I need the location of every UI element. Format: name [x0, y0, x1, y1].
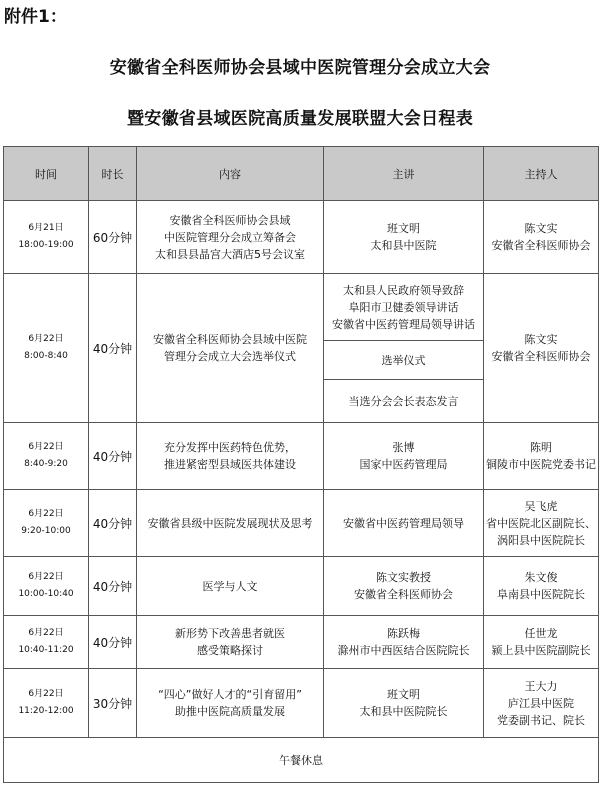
table-row	[4, 423, 599, 490]
speaker-cell	[324, 557, 484, 616]
table-row	[4, 274, 599, 341]
host-org: 安徽省全科医师协会	[491, 239, 591, 252]
content-cell	[137, 274, 324, 423]
time-cell	[4, 490, 89, 557]
speaker-name: 班文明	[387, 688, 420, 701]
speaker-line: 安徽省中医药管理局领导讲话	[332, 317, 475, 331]
duration-cell: 40分钟	[89, 557, 137, 616]
speaker-org: 太和县中医院院长	[359, 705, 448, 718]
host-org: 阜南县中医院院长	[497, 588, 585, 601]
session-time: 8:00-8:40	[24, 351, 68, 361]
session-time: 10:00-10:40	[18, 589, 74, 599]
time-cell	[4, 423, 89, 490]
content-line: 中医院管理分会成立筹备会	[164, 230, 296, 244]
header-speaker: 主讲	[324, 147, 484, 201]
table-row	[4, 201, 599, 274]
host-org: 党委副书记、院长	[497, 713, 585, 727]
session-time: 9:20-10:00	[21, 526, 71, 536]
time-cell	[4, 274, 89, 423]
table-row	[4, 490, 599, 557]
session-date: 6月22日	[28, 334, 64, 344]
speaker-cell	[324, 490, 484, 557]
host-name: 王大力	[524, 679, 558, 693]
table-row	[4, 669, 599, 738]
duration-cell: 40分钟	[89, 616, 137, 669]
host-name: 陈明	[530, 441, 552, 454]
host-org: 省中医院北区副院长、	[486, 516, 596, 530]
host-name: 陈文实	[524, 333, 558, 346]
attachment-label: 附件1：	[4, 7, 67, 27]
content-line: 感受策略探讨	[197, 644, 263, 657]
content-cell	[137, 557, 324, 616]
speaker-cell	[324, 274, 484, 341]
header-duration: 时长	[89, 147, 137, 201]
speaker-cell	[324, 201, 484, 274]
duration-cell: 40分钟	[89, 274, 137, 423]
host-org: 庐江县中医院	[508, 696, 574, 710]
host-org: 涡阳县中医院院长	[497, 533, 585, 547]
host-name: 吴飞虎	[524, 499, 558, 513]
session-date: 6月22日	[28, 628, 64, 638]
speaker-org: 国家中医药管理局	[359, 458, 448, 471]
table-row	[4, 616, 599, 669]
session-date: 6月21日	[28, 223, 64, 233]
document-title-line2: 暨安徽省县域医院高质量发展联盟大会日程表	[127, 109, 473, 129]
host-name: 陈文实	[524, 222, 558, 235]
speaker-name: 张博	[392, 441, 415, 454]
host-cell	[484, 616, 599, 669]
content-line: 安徽省县级中医院发展现状及思考	[147, 516, 313, 530]
table-row	[4, 738, 599, 783]
speaker-org: 安徽省中医药管理局领导	[343, 516, 464, 530]
time-cell	[4, 616, 89, 669]
speaker-name: 陈文实教授	[376, 571, 431, 584]
header-time: 时间	[4, 147, 89, 201]
host-org: 安徽省全科医师协会	[491, 350, 591, 363]
host-cell	[484, 274, 599, 423]
host-cell	[484, 423, 599, 490]
speaker-org: 安徽省全科医师协会	[354, 588, 453, 601]
content-cell	[137, 669, 324, 738]
time-cell	[4, 669, 89, 738]
content-line: 管理分会成立大会选举仪式	[164, 350, 296, 363]
session-time: 18:00-19:00	[18, 240, 74, 250]
content-line: 助推中医院高质量发展	[175, 705, 285, 718]
content-line: 安徽省全科医师协会县域	[169, 213, 291, 227]
session-time: 11:20-12:00	[18, 706, 74, 716]
speaker-cell	[324, 423, 484, 490]
speaker-cell	[324, 669, 484, 738]
session-time: 10:40-11:20	[18, 645, 74, 655]
duration-cell: 40分钟	[89, 490, 137, 557]
session-date: 6月22日	[28, 572, 64, 582]
host-name: 朱文俊	[524, 571, 558, 584]
host-cell	[484, 490, 599, 557]
content-line: 太和县县晶宫大酒店5号会议室	[155, 247, 305, 261]
speaker-line: 阜阳市卫健委领导讲话	[348, 300, 459, 314]
content-cell	[137, 490, 324, 557]
table-row	[4, 557, 599, 616]
content-line: 医学与人文	[202, 579, 258, 593]
table-header-row	[4, 147, 599, 201]
content-cell	[137, 616, 324, 669]
lunch-break-cell: 午餐休息	[4, 738, 599, 783]
speaker-cell: 选举仪式	[324, 341, 484, 380]
schedule-table	[3, 146, 599, 783]
duration-cell: 30分钟	[89, 669, 137, 738]
host-name: 任世龙	[524, 627, 558, 640]
session-date: 6月22日	[28, 509, 64, 519]
speaker-cell: 当选分会会长表态发言	[324, 380, 484, 423]
speaker-name: 班文明	[387, 222, 420, 235]
session-date: 6月22日	[28, 689, 64, 699]
content-cell	[137, 423, 324, 490]
document-title-line1: 安徽省全科医师协会县域中医院管理分会成立大会	[109, 58, 491, 78]
duration-cell: 40分钟	[89, 423, 137, 490]
speaker-cell	[324, 616, 484, 669]
header-content: 内容	[137, 147, 324, 201]
header-host: 主持人	[484, 147, 599, 201]
content-line: “四心”做好人才的“引育留用”	[158, 688, 302, 701]
content-line: 新形势下改善患者就医	[175, 627, 285, 640]
content-line: 推进紧密型县域医共体建设	[164, 458, 296, 471]
content-cell	[137, 201, 324, 274]
host-org: 铜陵市中医院党委书记	[486, 458, 596, 471]
session-date: 6月22日	[28, 442, 64, 452]
host-cell	[484, 669, 599, 738]
content-line: 安徽省全科医师协会县域中医院	[153, 333, 307, 346]
host-cell	[484, 201, 599, 274]
time-cell	[4, 201, 89, 274]
content-line: 充分发挥中医药特色优势，	[164, 441, 296, 454]
host-cell	[484, 557, 599, 616]
speaker-org: 滁州市中西医结合医院院长	[337, 644, 470, 657]
speaker-org: 太和县中医院	[370, 239, 437, 252]
speaker-line: 太和县人民政府领导致辞	[343, 283, 464, 297]
time-cell	[4, 557, 89, 616]
session-time: 8:40-9:20	[24, 459, 68, 469]
speaker-name: 陈跃梅	[387, 627, 420, 640]
duration-cell: 60分钟	[89, 201, 137, 274]
host-org: 颍上县中医院副院长	[491, 644, 591, 657]
